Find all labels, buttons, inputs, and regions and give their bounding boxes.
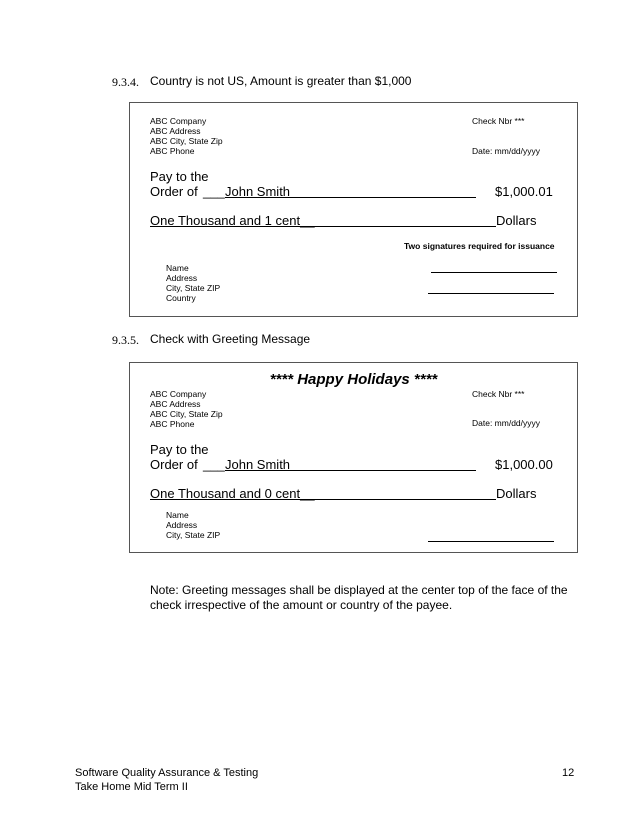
check-number: Check Nbr ***: [472, 389, 525, 399]
footer-course: Software Quality Assurance & Testing: [75, 767, 259, 779]
payee-line: [286, 470, 476, 471]
payee-underscores: ___: [203, 184, 225, 199]
section-title: Check with Greeting Message: [150, 332, 311, 346]
check-date: Date: mm/dd/yyyy: [472, 418, 541, 428]
address-name: Name: [166, 510, 189, 520]
company-block: [150, 116, 223, 156]
signature-line: [428, 541, 554, 542]
written-amount-line: [310, 499, 496, 500]
greeting-message: **** Happy Holidays ****: [269, 371, 438, 388]
written-amount-line: [310, 226, 496, 227]
order-of-label: Order of: [150, 184, 198, 199]
company-phone: ABC Phone: [150, 146, 195, 156]
address-city: City, State ZIP: [166, 283, 221, 293]
signature-line-1: [431, 272, 557, 273]
company-city: ABC City, State Zip: [150, 409, 223, 419]
signature-line-2: [428, 293, 554, 294]
company-name: ABC Company: [150, 389, 207, 399]
company-phone: ABC Phone: [150, 419, 195, 429]
order-of-label: Order of: [150, 457, 198, 472]
address-street: Address: [166, 273, 198, 283]
dollars-label: Dollars: [496, 486, 537, 501]
payee-name: John Smith: [225, 184, 291, 199]
payee-name: John Smith: [225, 457, 291, 472]
payee-address-block: [166, 263, 220, 303]
company-city: ABC City, State Zip: [150, 136, 223, 146]
check-number: Check Nbr ***: [472, 116, 525, 126]
written-amount: One Thousand and 1 cent__: [150, 213, 315, 228]
address-city: City, State ZIP: [166, 530, 221, 540]
check-date: Date: mm/dd/yyyy: [472, 146, 541, 156]
dollars-label: Dollars: [496, 213, 537, 228]
payee-address-block: [166, 510, 220, 540]
payee-line: [286, 197, 476, 198]
check-amount: $1,000.00: [495, 457, 553, 472]
check-greeting: [129, 362, 578, 553]
company-address: ABC Address: [150, 126, 201, 136]
footer-assignment: Take Home Mid Term II: [75, 781, 188, 793]
company-name: ABC Company: [150, 116, 207, 126]
section-title: Country is not US, Amount is greater than $1,000: [150, 74, 412, 88]
section-number: 9.3.5.: [112, 333, 139, 347]
address-country: Country: [166, 293, 196, 303]
check-amount: $1,000.01: [495, 184, 553, 199]
address-name: Name: [166, 263, 189, 273]
note-paragraph: [150, 583, 568, 613]
address-street: Address: [166, 520, 198, 530]
payee-underscores: ___: [203, 457, 225, 472]
company-address: ABC Address: [150, 399, 201, 409]
note-line-2: check irrespective of the amount or country of the payee.: [150, 598, 453, 612]
note-line-1: Note: Greeting messages shall be displayed at the center top of the face of the: [150, 583, 568, 597]
section-number: 9.3.4.: [112, 75, 139, 89]
company-block: [150, 389, 223, 429]
pay-to-label: Pay to the: [150, 169, 209, 184]
page-number: 12: [562, 767, 575, 779]
signature-note: Two signatures required for issuance: [404, 241, 555, 251]
check-non-us: [129, 102, 578, 317]
pay-to-label: Pay to the: [150, 442, 209, 457]
written-amount: One Thousand and 0 cent__: [150, 486, 315, 501]
